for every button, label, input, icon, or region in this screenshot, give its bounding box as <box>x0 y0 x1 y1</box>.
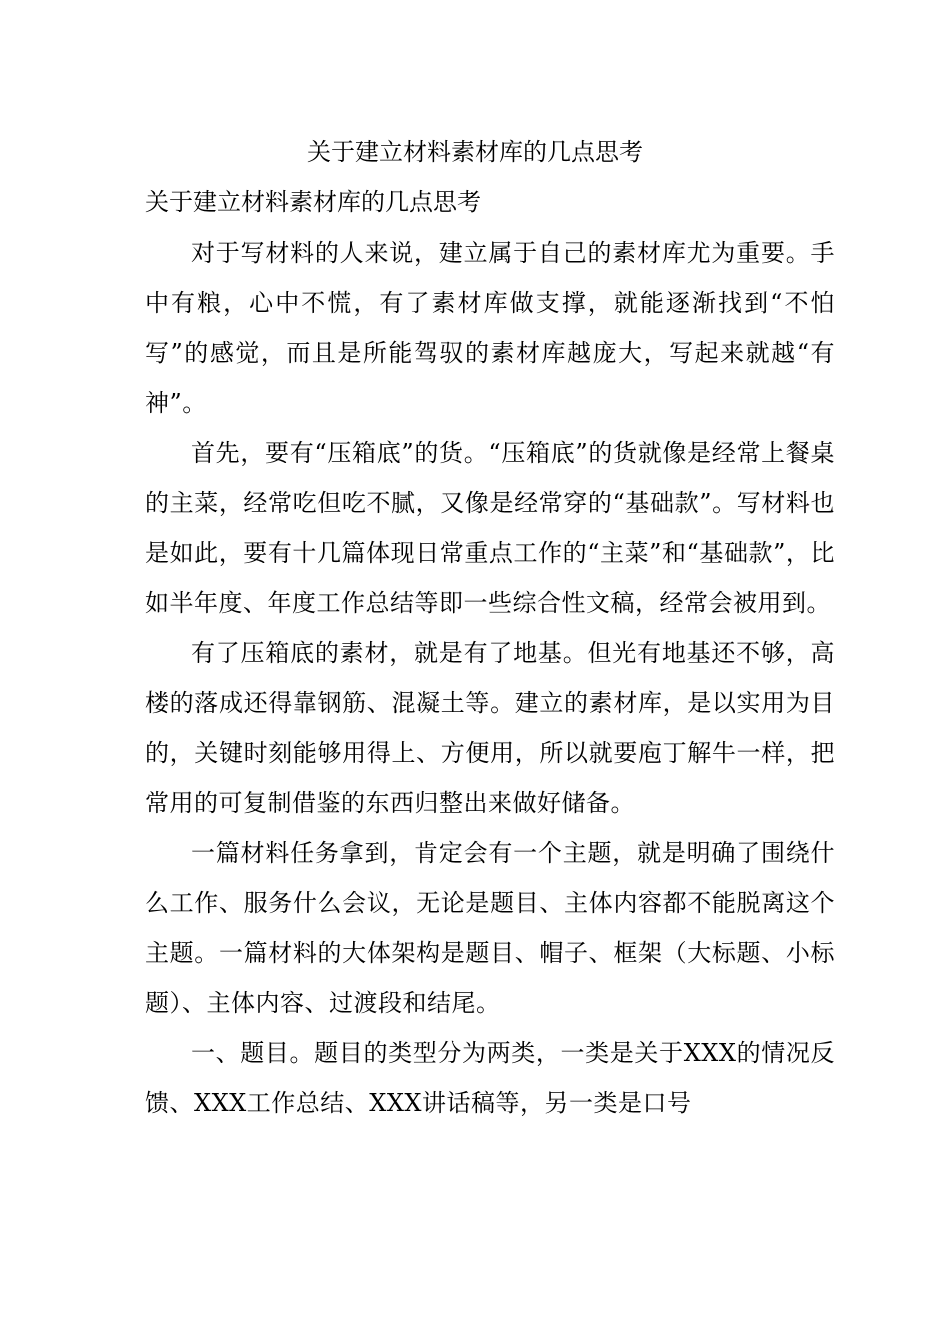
paragraph: 对于写材料的人来说，建立属于自己的素材库尤为重要。手中有粮，心中不慌，有了素材库做支撑，就能逐渐找到“不怕写”的感觉，而且是所能驾驭的素材库越庞大，写起来就越“有神”。 <box>145 239 835 417</box>
paragraph: 首先，要有“压箱底”的货。“压箱底”的货就像是经常上餐桌的主菜，经常吃但吃不腻，又像是经常穿的“基础款”。写材料也是如此，要有十几篇体现日常重点工作的“主菜”和“基础款”，比如半年度、年度工作总结等即一些综合性文稿，经常会被用到。 <box>145 439 835 617</box>
paragraph: 一篇材料任务拿到，肯定会有一个主题，就是明确了围绕什么工作、服务什么会议，无论是题目、主体内容都不能脱离这个主题。一篇材料的大体架构是题目、帽子、框架（大标题、小标题）、主体内容、过渡段和结尾。 <box>145 839 835 1017</box>
document-title: 关于建立材料素材库的几点思考 <box>307 138 643 166</box>
paragraph: 一、题目。题目的类型分为两类，一类是关于XXX的情况反馈、XXX工作总结、XXX讲话稿等，另一类是口号 <box>145 1039 835 1117</box>
paragraph: 有了压箱底的素材，就是有了地基。但光有地基还不够，高楼的落成还得靠钢筋、混凝土等。建立的素材库，是以实用为目的，关键时刻能够用得上、方便用，所以就要庖丁解牛一样，把常用的可复制借鉴的东西归整出来做好储备。 <box>145 639 835 817</box>
document-subtitle: 关于建立材料素材库的几点思考 <box>145 188 481 216</box>
document-body <box>145 228 835 1128</box>
